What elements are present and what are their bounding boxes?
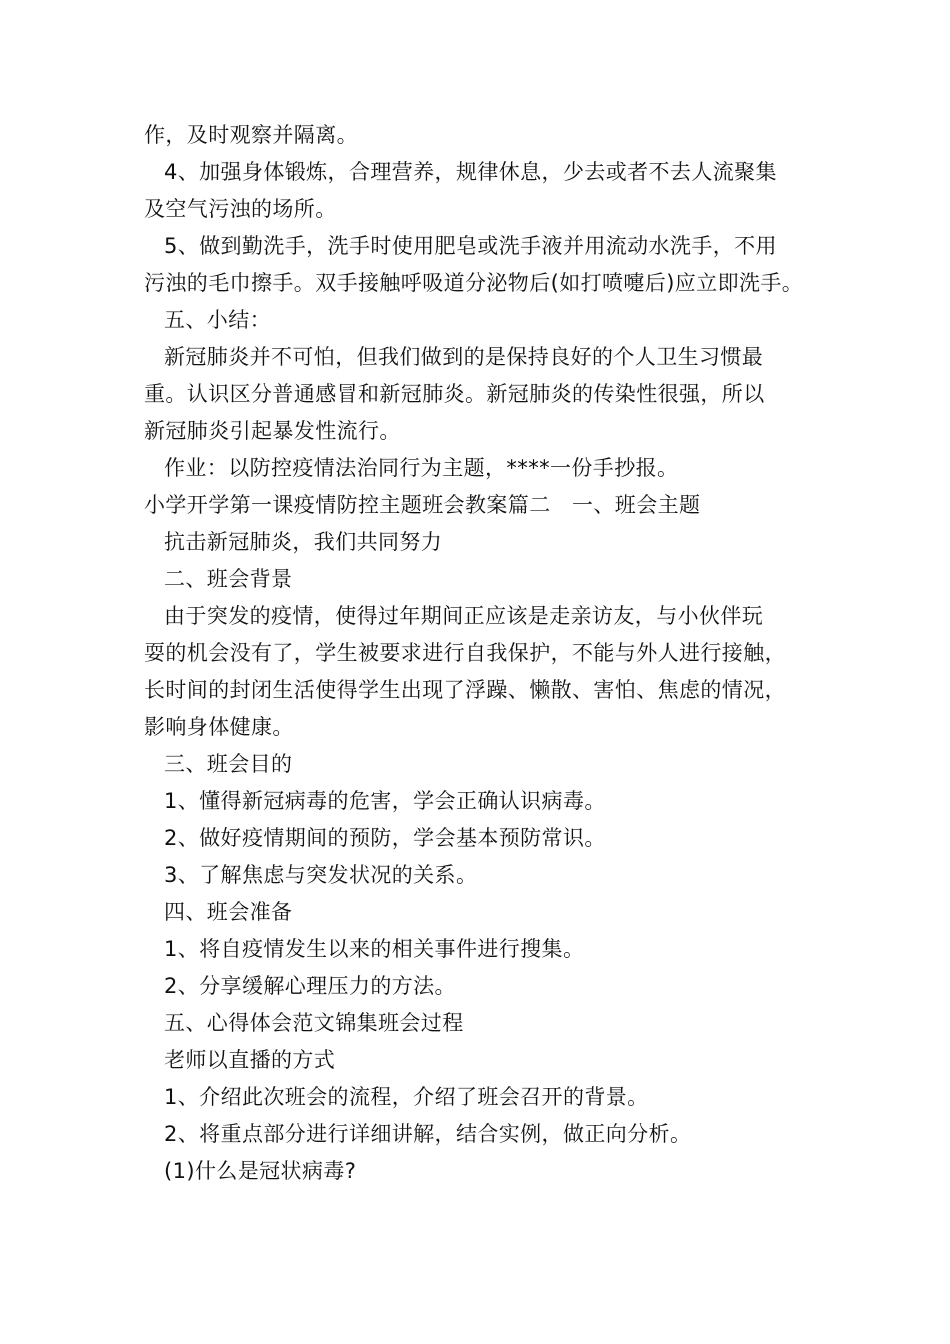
text-line: 污浊的毛巾擦手。双手接触呼吸道分泌物后(如打喷嚏后)应立即洗手。: [144, 271, 804, 295]
text-line: 4、加强身体锻炼，合理营养，规律休息，少去或者不去人流聚集: [164, 160, 777, 184]
text-line: 耍的机会没有了，学生被要求进行自我保护，不能与外人进行接触，: [144, 641, 786, 665]
section-heading: 五、心得体会范文锦集班会过程: [164, 1011, 464, 1035]
list-item: 1、将自疫情发生以来的相关事件进行搜集。: [164, 937, 585, 961]
section-heading: 三、班会目的: [164, 752, 293, 776]
text-line: 抗击新冠肺炎，我们共同努力: [164, 530, 443, 554]
article-title: 小学开学第一课疫情防控主题班会教案篇二 一、班会主题: [144, 493, 701, 517]
section-heading: 二、班会背景: [164, 567, 293, 591]
section-heading: 四、班会准备: [164, 900, 293, 924]
list-item: 2、做好疫情期间的预防，学会基本预防常识。: [164, 826, 606, 850]
text-line: 及空气污浊的场所。: [144, 197, 337, 221]
list-item: 3、了解焦虑与突发状况的关系。: [164, 863, 478, 887]
text-line: 5、做到勤洗手，洗手时使用肥皂或洗手液并用流动水洗手，不用: [164, 234, 777, 258]
list-item: 2、分享缓解心理压力的方法。: [164, 974, 456, 998]
text-line: 新冠肺炎并不可怕，但我们做到的是保持良好的个人卫生习惯最: [164, 345, 764, 369]
text-line: 新冠肺炎引起暴发性流行。: [144, 419, 401, 443]
text-line: 长时间的封闭生活使得学生出现了浮躁、懒散、害怕、焦虑的情况，: [144, 678, 786, 702]
text-line: 作业：以防控疫情法治同行为主题，****一份手抄报。: [164, 456, 679, 480]
list-item: 1、介绍此次班会的流程，介绍了班会召开的背景。: [164, 1085, 649, 1109]
text-line: 老师以直播的方式: [164, 1048, 336, 1072]
list-item: 1、懂得新冠病毒的危害，学会正确认识病毒。: [164, 789, 606, 813]
text-line: 作，及时观察并隔离。: [144, 123, 358, 147]
text-line: 重。认识区分普通感冒和新冠肺炎。新冠肺炎的传染性很强，所以: [144, 382, 765, 406]
text-line: 影响身体健康。: [144, 715, 294, 739]
list-item: (1)什么是冠状病毒?: [164, 1159, 357, 1183]
section-heading: 五、小结：: [164, 308, 271, 332]
text-line: 由于突发的疫情，使得过年期间正应该是走亲访友，与小伙伴玩: [164, 604, 764, 628]
list-item: 2、将重点部分进行详细讲解，结合实例，做正向分析。: [164, 1122, 692, 1146]
